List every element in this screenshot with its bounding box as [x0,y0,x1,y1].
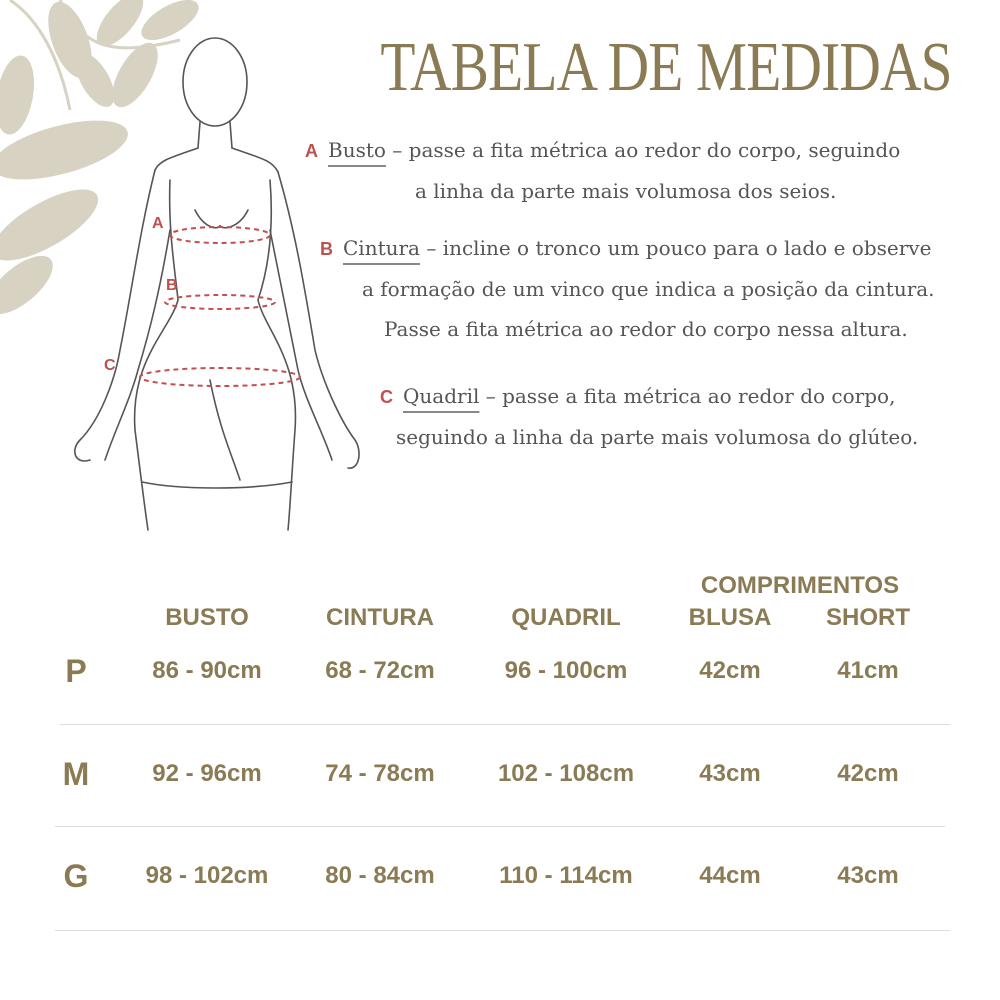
table-cell: 44cm [699,862,761,889]
table-cell: 42cm [837,760,899,787]
size-label-g: G [63,858,89,894]
description-text: a linha da parte mais volumosa dos seios. [415,179,837,203]
figure-label-b: B [166,277,178,294]
description-letter: B [320,239,333,259]
group-header-comprimentos: COMPRIMENTOS [700,572,900,599]
size-label-p: P [65,653,87,689]
description-text: a formação de um vinco que indica a posição da cintura. [362,277,935,301]
figure-label-a: A [152,215,164,232]
description-text: seguindo a linha da parte mais volumosa do glúteo. [396,425,919,449]
column-header-quadril: QUADRIL [511,604,621,631]
table-cell: 74 - 78cm [325,760,435,787]
description-letter: A [305,141,318,161]
row-divider [55,930,950,931]
description-text: Passe a fita métrica ao redor do corpo nessa altura. [384,317,908,341]
description-term: Quadril [403,384,480,408]
table-cell: 68 - 72cm [325,657,435,684]
table-cell: 43cm [837,862,899,889]
table-cell: 96 - 100cm [504,657,628,684]
column-header-blusa: BLUSA [688,604,772,631]
description-cintura [320,228,935,349]
description-text: – incline o tronco um pouco para o lado e observe [419,236,932,260]
table-cell: 98 - 102cm [145,862,269,889]
column-header-busto: BUSTO [165,604,249,631]
page-title: TABELA DE MEDIDAS [380,29,952,106]
table-cell: 92 - 96cm [152,760,262,787]
figure-label-c: C [104,357,116,374]
column-header-cintura: CINTURA [326,604,434,631]
table-cell: 80 - 84cm [325,862,435,889]
description-busto [305,130,900,211]
description-text: – passe a fita métrica ao redor do corpo, [479,384,896,408]
table-cell: 41cm [837,657,899,684]
column-header-short: SHORT [826,604,910,631]
row-divider [55,826,945,827]
description-text: – passe a fita métrica ao redor do corpo, seguindo [385,138,901,162]
table-cell: 43cm [699,760,761,787]
table-cell: 102 - 108cm [497,760,635,787]
table-cell: 110 - 114cm [499,862,633,889]
description-quadril [380,376,918,457]
table-cell: 42cm [699,657,761,684]
row-divider [60,724,950,725]
description-term: Busto [328,138,386,162]
size-label-m: M [62,756,90,792]
table-cell: 86 - 90cm [152,657,262,684]
description-term: Cintura [343,236,420,260]
description-letter: C [380,387,393,407]
